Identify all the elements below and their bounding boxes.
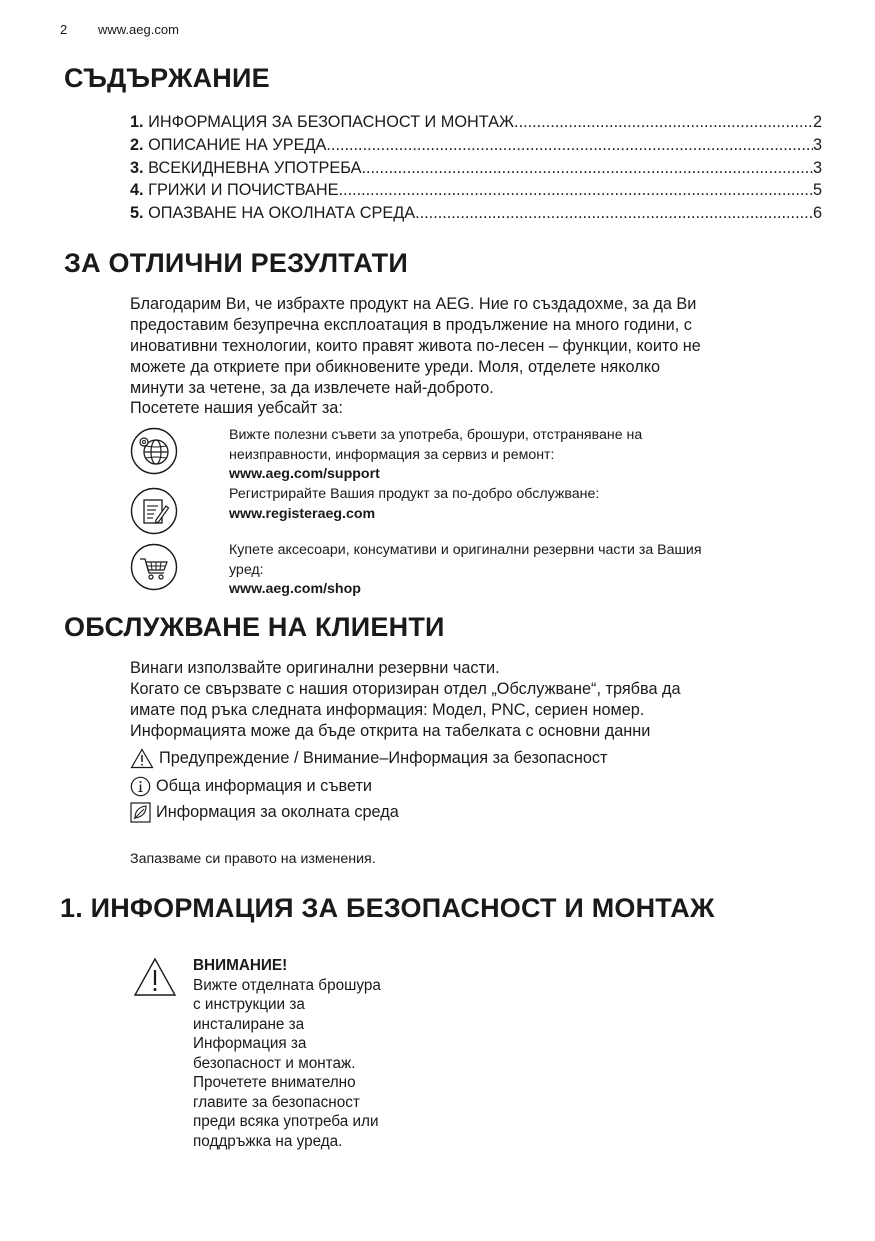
shopping-cart-icon bbox=[130, 543, 178, 591]
legend-warning bbox=[130, 746, 607, 770]
toc-item[interactable] bbox=[130, 136, 822, 159]
globe-icon bbox=[130, 427, 178, 475]
toc-item-page: 3 bbox=[812, 158, 822, 177]
leaf-icon bbox=[130, 802, 151, 823]
toc-item[interactable] bbox=[130, 113, 822, 136]
reserve-note: Запазваме си правото на изменения. bbox=[130, 851, 376, 867]
toc-item-number: 1. bbox=[130, 113, 144, 131]
toc-item[interactable] bbox=[130, 159, 822, 182]
warning-triangle-icon bbox=[130, 748, 154, 769]
info-icon bbox=[130, 776, 151, 797]
toc-leader-dots bbox=[361, 159, 812, 178]
intro-line: минути за четене, за да извлечете най-доброто. bbox=[130, 379, 494, 397]
legend-environment bbox=[130, 800, 399, 824]
legend-info-text: Обща информация и съвети bbox=[156, 776, 373, 795]
warning-line: с инструкции за bbox=[193, 996, 305, 1013]
results-heading: ЗА ОТЛИЧНИ РЕЗУЛТАТИ bbox=[64, 248, 408, 278]
toc-item-page: 2 bbox=[812, 113, 822, 131]
warning-line: Прочетете внимателно bbox=[193, 1074, 356, 1091]
register-row bbox=[130, 484, 810, 544]
service-line: Информацията може да бъде открита на табелката с основни данни bbox=[130, 722, 651, 740]
register-line: Регистрирайте Вашия продукт за по-добро обслужване: bbox=[229, 486, 600, 502]
toc-item-title: ИНФОРМАЦИЯ ЗА БЕЗОПАСНОСТ И МОНТАЖ bbox=[148, 113, 515, 131]
shop-line: уред: bbox=[229, 561, 264, 578]
support-row bbox=[130, 425, 810, 485]
shop-row bbox=[130, 541, 810, 601]
warning-line: инсталиране за bbox=[193, 1015, 305, 1033]
toc-item[interactable] bbox=[130, 181, 822, 204]
toc-leader-dots bbox=[339, 181, 813, 200]
legend-environment-text: Информация за околната среда bbox=[156, 802, 399, 821]
toc-item-page: 6 bbox=[812, 204, 822, 223]
support-line: неизправности, информация за сервиз и ремонт: bbox=[229, 446, 555, 463]
visit-label: Посетете нашия уебсайт за: bbox=[130, 399, 343, 417]
toc-item-title: ОПАЗВАНЕ НА ОКОЛНАТА СРЕДА bbox=[148, 204, 416, 223]
intro-line: Благодарим Ви, че избрахте продукт на AEG. Ние го създадохме, за да Ви bbox=[130, 295, 697, 313]
warning-block bbox=[193, 956, 433, 1151]
service-heading: ОБСЛУЖВАНЕ НА КЛИЕНТИ bbox=[64, 612, 445, 642]
register-text bbox=[229, 485, 809, 524]
warning-line: преди всяка употреба или bbox=[193, 1113, 379, 1130]
toc-leader-dots bbox=[326, 136, 813, 155]
service-line: имате под ръка следната информация: Модел, PNC, сериен номер. bbox=[130, 701, 645, 719]
shop-link[interactable]: www.aeg.com/shop bbox=[229, 581, 361, 597]
toc-item-page: 3 bbox=[812, 135, 822, 154]
toc-leader-dots bbox=[514, 113, 813, 132]
toc-item-number: 5. bbox=[130, 204, 144, 223]
page-number: 2 bbox=[60, 22, 68, 37]
toc-leader-dots bbox=[415, 204, 813, 223]
toc-item-title: ВСЕКИДНЕВНА УПОТРЕБА bbox=[148, 158, 362, 177]
toc-item-number: 2. bbox=[130, 135, 144, 154]
legend-info bbox=[130, 774, 372, 798]
warning-line: Информация за bbox=[193, 1035, 307, 1052]
intro-paragraph bbox=[130, 294, 810, 399]
register-notepad-icon bbox=[130, 487, 178, 535]
table-of-contents bbox=[130, 113, 822, 227]
support-text bbox=[229, 426, 809, 485]
toc-item-title: ГРИЖИ И ПОЧИСТВАНЕ bbox=[148, 181, 339, 200]
toc-item-number: 4. bbox=[130, 181, 144, 200]
support-link[interactable]: www.aeg.com/support bbox=[229, 466, 380, 482]
shop-line: Купете аксесоари, консумативи и оригинални резервни части за Вашия bbox=[229, 542, 702, 558]
service-paragraph bbox=[130, 658, 810, 742]
register-link[interactable]: www.registeraeg.com bbox=[229, 505, 376, 522]
intro-line: можете да откриете при обикновените уреди. Моля, отделете няколко bbox=[130, 358, 661, 376]
service-line: Когато се свързвате с нашия оторизиран отдел „Обслужване“, трябва да bbox=[130, 680, 681, 698]
warning-triangle-icon bbox=[133, 957, 177, 997]
toc-item-page: 5 bbox=[812, 181, 822, 200]
warning-title: ВНИМАНИЕ! bbox=[193, 957, 288, 974]
service-line: Винаги използвайте оригинални резервни части. bbox=[130, 659, 500, 677]
warning-line: поддръжка на уреда. bbox=[193, 1132, 343, 1150]
legend-warning-text: Предупреждение / Внимание–Информация за безопасност bbox=[159, 748, 608, 767]
website-link[interactable]: www.aeg.com bbox=[98, 22, 179, 37]
toc-title: СЪДЪРЖАНИЕ bbox=[64, 63, 270, 93]
warning-line: безопасност и монтаж. bbox=[193, 1054, 356, 1072]
warning-line: Вижте отделната брошура bbox=[193, 976, 381, 994]
warning-line: главите за безопасност bbox=[193, 1093, 360, 1111]
toc-item-title: ОПИСАНИЕ НА УРЕДА bbox=[148, 135, 327, 154]
page-header bbox=[60, 22, 179, 37]
shop-text bbox=[229, 541, 809, 600]
intro-line: иновативни технологии, които правят живота по-лесен – функции, които не bbox=[130, 337, 701, 355]
intro-line: предоставим безупречна експлоатация в продължение на много години, с bbox=[130, 316, 692, 334]
toc-item-number: 3. bbox=[130, 158, 144, 177]
support-line: Вижте полезни съвети за употреба, брошури, отстраняване на bbox=[229, 427, 643, 443]
toc-item[interactable] bbox=[130, 204, 822, 227]
chapter-1-heading: 1. ИНФОРМАЦИЯ ЗА БЕЗОПАСНОСТ И МОНТАЖ bbox=[60, 893, 715, 923]
